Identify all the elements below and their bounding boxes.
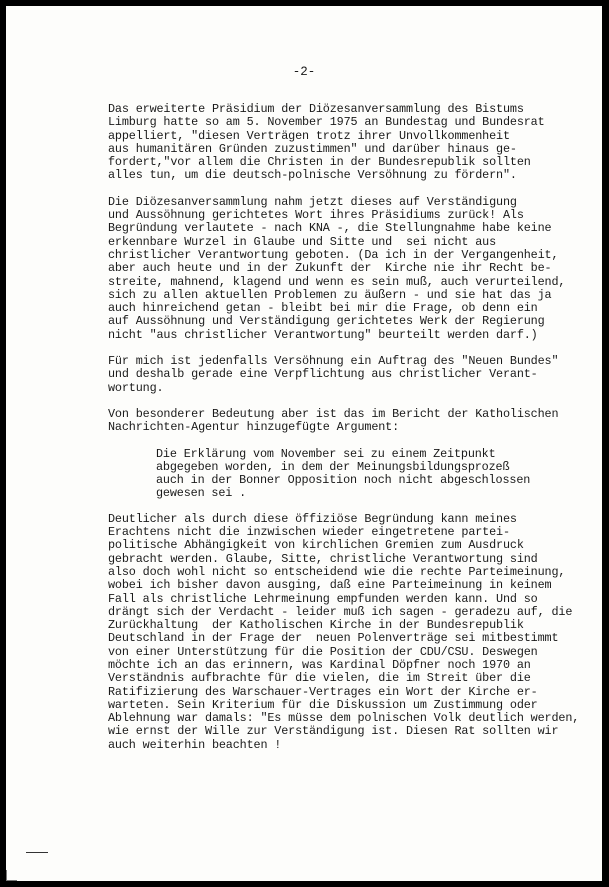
text-line: auch hinreichend getan - bleibt bei mir die Frage, ob denn ein [108,301,538,316]
document-body [108,103,578,765]
text-line: drängt sich der Verdacht - leider muß ich sagen - geradezu auf, die [108,604,573,619]
quote-line: Die Erklärung vom November sei zu einem Zeitpunkt [156,446,496,461]
text-line: politische Abhängigkeit von kirchlichen Gremien zum Ausdruck [108,538,524,553]
text-line: also doch wohl nicht so entscheidend wie die rechte Parteimeinung, [108,564,566,579]
paragraph-conclusion [108,513,578,752]
text-line: nicht "aus christlicher Verantwortung" beurteilt werden darf.) [108,327,538,342]
block-quote [156,448,578,501]
text-line: warteten. Sein Kriterium für die Diskussion um Zustimmung oder [108,697,538,712]
text-line: von einer Unterstützung für die Position der CDU/CSU. Deswegen [108,644,538,659]
paragraph-praesidium-appeal [108,103,578,183]
crop-corner-mark [6,870,17,881]
text-line: appelliert, "diesen Verträgen trotz ihrer Unvollkommenheit [108,128,510,143]
text-line: alles tun, um die deutsch-polnische Versöhnung zu fördern". [108,168,517,183]
text-line: wobei ich bisher davon ausging, daß eine Parteimeinung in keinem [108,578,552,593]
text-line: Verständnis aufbrachte für die vielen, die im Streit über die [108,671,531,686]
text-line: Ablehnung war damals: "Es müsse dem polnischen Volk deutlich werden, [108,711,580,726]
paragraph-kna-argument [108,408,578,435]
text-line: Die Diözesanversammlung nahm jetzt dieses auf Verständigung [108,194,517,209]
text-line: Erachtens nicht die inzwischen wieder eingetretene partei- [108,525,510,540]
text-line: streite, mahnend, klagend und wenn es sein muß, auch verurteilend, [108,274,566,289]
text-line: Das erweiterte Präsidium der Diözesanversammlung des Bistums [108,102,524,116]
text-line: Nachrichten-Agentur hinzugefügte Argument: [108,420,400,435]
text-line: sich zu allen aktuellen Problemen zu äußern - und sie hat das ja [108,287,552,302]
quote-line: abgegeben worden, in dem der Meinungsbildungsprozeß [156,459,510,474]
margin-dash-mark [26,852,48,853]
text-line: wie ernst der Wille zur Verständigung ist. Diesen Rat sollten wir [108,724,559,739]
document-page [6,6,602,881]
text-line: gebracht werden. Glaube, Sitte, christliche Verantwortung sind [108,551,538,566]
text-line: fordert,"vor allem die Christen in der Bundesrepublik sollten [108,155,531,170]
text-line: Limburg hatte so am 5. November 1975 an Bundestag und Bundesrat [108,115,545,130]
paragraph-withdrawal [108,196,578,342]
text-line: Deutschland in der Frage der neuen Polenverträge sei mitbestimmt [108,631,559,646]
text-line: wortung. [108,380,164,395]
text-line: Von besonderer Bedeutung aber ist das im Bericht der Katholischen [108,406,559,421]
quote-line: gewesen sei . [156,486,247,501]
text-line: Zurückhaltung der Katholischen Kirche in der Bundesrepublik [108,618,524,633]
text-line: möchte ich an das erinnern, was Kardinal Döpfner noch 1970 an [108,657,531,672]
text-line: aber auch heute und in der Zukunft der Kirche nie ihr Recht be- [108,261,552,276]
text-line: erkennbare Wurzel in Glaube und Sitte und sei nicht aus [108,234,497,249]
text-line: christlicher Verantwortung geboten. (Da ich in der Vergangenheit, [108,247,559,262]
text-line: Deutlicher als durch diese öffiziöse Begründung kann meines [108,511,517,526]
text-line: auf Aussöhnung und Verständigung gerichtetes Werk der Regierung [108,314,545,329]
text-line: Begründung verlautete - nach KNA -, die Stellungnahme habe keine [108,221,552,236]
quote-line: auch in der Bonner Opposition noch nicht abgeschlossen [156,473,531,488]
text-line: und Aussöhnung gerichtetes Wort ihres Präsidiums zurück! Als [108,208,524,223]
text-line: Fall als christliche Lehrmeinung empfunden werden kann. Und so [108,591,538,606]
paragraph-reconciliation [108,355,578,395]
text-line: auch weiterhin beachten ! [108,737,282,752]
text-line: Für mich ist jedenfalls Versöhnung ein Auftrag des "Neuen Bundes" [108,354,559,369]
text-line: aus humanitären Gründen zuzustimmen" und darüber hinaus ge- [108,141,517,156]
text-line: Ratifizierung des Warschauer-Vertrages ein Wort der Kirche er- [108,684,538,699]
page-number: -2- [292,65,316,79]
text-line: und deshalb gerade eine Verpflichtung aus christlicher Verant- [108,367,538,382]
